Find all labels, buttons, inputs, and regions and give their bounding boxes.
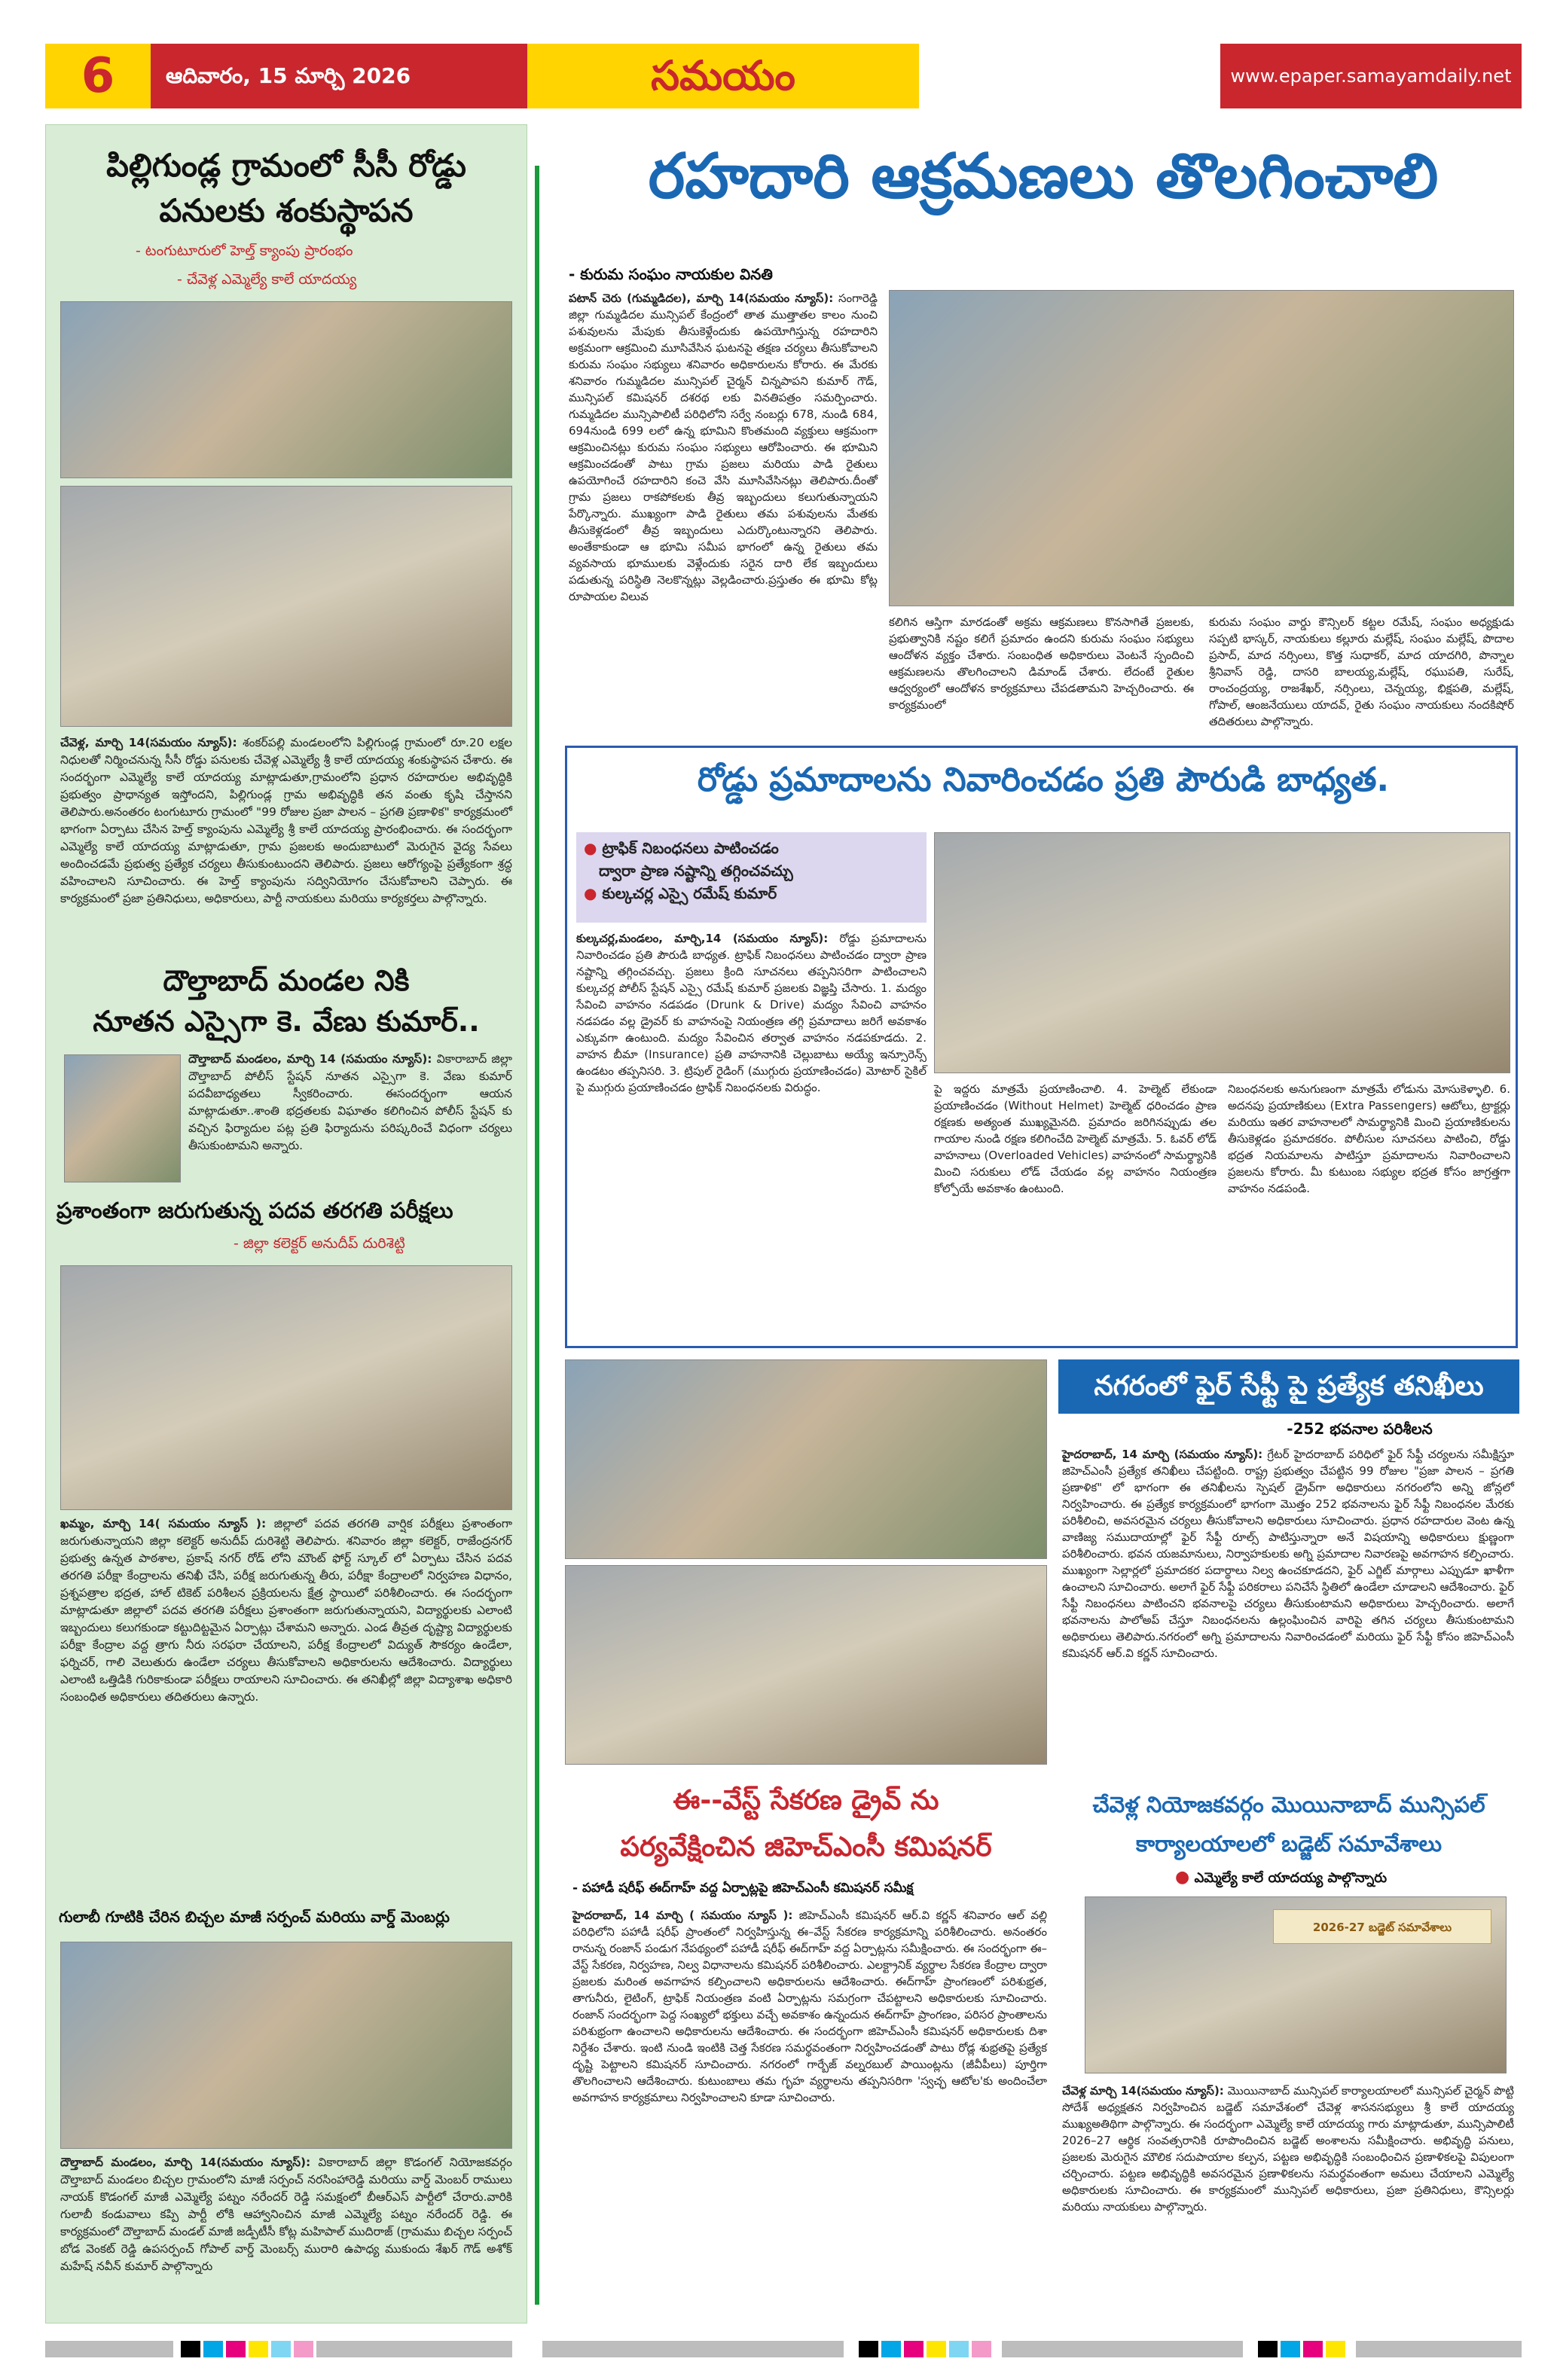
story2-headline-line1: దౌల్తాబాద్ మండల నికి xyxy=(163,964,410,997)
lead-body-left xyxy=(569,290,878,708)
story4-text: వికారాబాద్ జిల్లా కొడంగల్ నియోజకవర్గం దౌల్తాబాద్ మండలం బిచ్చల గ్రామంలోని మాజీ సర్పంచ్ నరసింహారెడ్డి మరియు వార్డ్ మెంబర్ రాములు నాయక్ కొడంగల్ మాజీ ఎమ్మెల్యే పట్నం నరేందర్ రెడ్డి సమక్షంలో బీఆర్ఎస్ పార్టీలో చేరారు.వారికి గులాబీ కండువాలు కప్పి పార్టీ లోకి ఆహ్వానించిన మాజీ ఎమ్మెల్యే పట్నం నరేందర్ రెడ్డి. ఈ కార్యక్రమంలో దౌల్తాబాద్ మండల్ మాజీ జడ్పీటీసీ కోట్ల మహిపాల్ ముదిరాజ్ (గ్రామము బిచ్చల సర్పంచ్ బోడ వెంకట్ రెడ్డి ఉపసర్పంచ్ గోపాల్ వార్డ్ మెంబర్స్ మురారి ఉపాధ్య ముకుందు శేఖర్ గౌడ్ అశోక్ మహేష్ నవీన్ కుమార్ పాల్గొన్నారు xyxy=(60,2156,512,2273)
story3-sub: - జిల్లా కలెక్టర్ అనుదీప్ దురిశెట్టి xyxy=(234,1235,405,1252)
story3-photo-exam xyxy=(60,1265,512,1510)
print-swatch-black xyxy=(1258,2341,1278,2357)
chevella-headline xyxy=(1058,1785,1519,1863)
fire-text: గ్రేటర్ హైదరాబాద్ పరిధిలో ఫైర్ సేఫ్టీ చర్యలను సమీక్షిస్తూ జిహెచ్ఎంసీ ప్రత్యేక తనిఖీలు చేపట్టింది. రాష్ట్ర ప్రభుత్వం చేపట్టిన 99 రోజుల "ప్రజా పాలన – ప్రగతి ప్రణాళిక" లో భాగంగా ఈ తనిఖీలను స్పెషల్ డ్రైవ్‌గా అధికారులు నగరంలోని అన్ని జోన్లలో నిర్వహించారు. ఈ ప్రత్యేక కార్యక్రమంలో భాగంగా మొత్తం 252 భవనాలను ఫైర్ సేఫ్టీ నిబంధనల మేరకు పరిశీలించి, అవసరమైన చర్యలు తీసుకోవాలని అధికారులు సూచించారు. ప్రధాన రహదారుల వెంట ఉన్న వాణిజ్య సముదాయాల్లో ఫైర్ సేఫ్టీ రూల్స్ పాటిస్తున్నారా అనే విషయాన్ని అధికారులు క్షుణ్ణంగా పరిశీలించారు. భవన యజమానులు, నిర్వాహకులకు అగ్ని ప్రమాదాల నివారణపై అవగాహన కల్పించారు. ముఖ్యంగా సెల్లార్లలో ప్రమాదకర పదార్థాలు నిల్వ ఉంచకూడదని, ఫైర్ ఎగ్జిట్ మార్గాలు ఎప్పుడూ ఖాళీగా ఉంచాలని సూచించారు. అలాగే ఫైర్ సేఫ్టీ పరికరాలు పనిచేసే స్థితిలో ఉండేలా చూడాలని ఆదేశించారు. ఫైర్ సేఫ్టీ నిబంధనలు పాటించని భవనాలపై చర్యలు తీసుకుంటామని అధికారులు హెచ్చరించారు. అలాగే భవనాలను పాలోఅప్ చేస్తూ నిబంధనలను ఉల్లంఘించిన వారిపై తగిన చర్యలు తీసుకుంటామని అధికారులు తెలిపారు.నగరంలో అగ్ని ప్రమాదాలను నివారించడంలో మరియు ఫైర్ సేఫ్టీ కోసం జిహెచ్ఎంసీ కమిషనర్ ఆర్.వి కర్ణన్ సూచించారు. xyxy=(1062,1448,1514,1660)
print-bar-grey xyxy=(542,2341,844,2357)
road-headline: రోడ్డు ప్రమాదాలను నివారించడం ప్రతి పౌరుడి బాధ్యత. xyxy=(697,761,1390,799)
story2-text: వికారాబాద్ జిల్లా దౌల్తాబాద్ పోలీస్ స్టేషన్ నూతన ఎస్సైగా కె. వేణు కుమార్ పదవీబాధ్యతలు స్వీకరించారు. ఈసందర్భంగా ఆయన మాట్లాడుతూ..శాంతి భద్రతలకు విఘాతం కలిగించిన పోలీస్ స్టేషన్ కు వచ్చిన ఫిర్యాదుల పట్ల ప్రతి ఫిర్యాదును పరిష్కరించే విధంగా చర్యలు తీసుకుంటామని అన్నారు. xyxy=(188,1052,512,1152)
lead-body-right: కురుమ సంఘం వార్డు కౌన్సిలర్ కట్టల రమేష్, సంఘం అధ్యక్షుడు సప్పటి భాస్కర్, నాయకులు కల్లూరు మల్లేష్, సంఘం మల్లేష్, పొదాల ప్రసాద్, మాద నర్సింలు, కొత్త సుధాకర్, మాద యాదగిరి, పొన్నాల శ్రీనివాస్ రెడ్డి, దాసరి బాలయ్య,మల్లేష్, రఘుపతి, సురేష్, రాంచంద్రయ్య, రాజశేఖర్, నర్సింలు, చెన్నయ్య, భిక్షపతి, మల్లేష్, గోపాల్, ఆంజనేయులు యాదవ్, రైతు సంఘం నాయకులు నందకిషోర్ తదితరులు పాల్గొన్నారు. xyxy=(1209,615,1514,728)
story4-photo-joining xyxy=(60,1942,512,2149)
story1-photo-foundation xyxy=(60,301,512,478)
story3-text: జిల్లాలో పదవ తరగతి వార్షిక పరీక్షలు ప్రశాంతంగా జరుగుతున్నాయని జిల్లా కలెక్టర్ అనుదీప్ దురిశెట్టి తెలిపారు. శనివారం జిల్లా కలెక్టర్, రాజేంద్రనగర్ ప్రభుత్వ ఉన్నత పాఠశాల, ప్రకాష్ నగర్ రోడ్ లోని మౌంట్ ఫోర్ట్ స్కూల్ లో ఏర్పాటు చేసిన పదవ తరగతి పరీక్షా కేంద్రాలను తనిఖీ చేసి, పరీక్ష జరుగుతున్న తీరు, పరీక్షా కేంద్రాలలో నిర్వహణ విధానం, ప్రశ్నపత్రాల భద్రత, హాల్ టికెట్ పరిశీలన ప్రక్రియలను క్షేత్ర స్థాయిలో పరిశీలించారు. ఈ సందర్భంగా మాట్లాడుతూ జిల్లాలో పదవ తరగతి పరీక్షలు ప్రశాంతంగా జరుగుతున్నాయని, విద్యార్థులకు ఎలాంటి ఇబ్బందులు కలుగకుండా కట్టుదిట్టమైన ఏర్పాట్లు చేశామని అన్నారు. ఎండ తీవ్రత దృష్ట్యా విద్యార్థులకు పరీక్షా కేంద్రాల వద్ద త్రాగు నీరు సరఫరా చేయాలని, పరీక్ష కేంద్రాలలో విద్యుత్ సౌకర్యం ఉండేలా, ఫర్నిచర్, గాలి వెలుతురు ఉండేలా చర్యలు తీసుకోవాలని అధికారులను ఆదేశించారు. విద్యార్థులు ఎలాంటి ఒత్తిడికి గురికాకుండా పరీక్షలు రాయాలని సూచించారు. ఈ తనిఖీల్లో జిల్లా విద్యాశాఖ అధికారి సంబంధిత అధికారులు తదితరులు ఉన్నారు. xyxy=(60,1517,513,1704)
story1-body xyxy=(60,734,512,953)
bullet-dot-icon: ● xyxy=(1175,1868,1190,1887)
road-bullet-2-text: కుల్కచర్ల ఎస్సై రమేష్ కుమార్ xyxy=(602,884,777,902)
story1-headline-line1: పిల్లిగుండ్ల గ్రామంలో సీసీ రోడ్డు xyxy=(106,147,466,184)
print-bar-grey xyxy=(1356,2341,1522,2357)
road-bullet-2 xyxy=(584,882,919,905)
road-text-left: రోడ్డు ప్రమాదాలను నివారించడం ప్రతి పౌరుడి బాధ్యత. ట్రాఫిక్ నిబంధనలు పాటించడం ద్వారా ప్రాణ నష్టాన్ని తగ్గించవచ్చు. ప్రజలు క్రింది సూచనలు తప్పనిసరిగా పాటించాలని కుల్కచర్ల పోలీస్ స్టేషన్ ఎస్సై రమేష్ కుమార్ ప్రజలకు విజ్ఞప్తి చేసారు. 1. మద్యం సేవించి వాహనం నడపడం (Drunk & Drive) మద్యం సేవించి వాహనం నడపడం వల్ల డ్రైవర్ కు వాహనంపై నియంత్రణ తగ్గి ప్రమాదాలు జరిగే అవకాశం ఎక్కువగా ఉంటుంది. మద్యం సేవించిన తర్వాత వాహనం నడపకూడదు. 2. వాహన బీమా (Insurance) ప్రతి వాహనానికి చెల్లుబాటు అయ్యే ఇన్సూరెన్స్ ఉండటం తప్పనిసరి. 3. ట్రిపుల్ రైడింగ్ (ముగ్గురు ప్రయాణించడం) మోటార్ సైకిల్ పై ముగ్గురు ప్రయాణించడం ట్రాఫిక్ నిబంధనలకు విరుద్ధం. xyxy=(576,932,927,1094)
road-bullet-1b: ద్వారా ప్రాణ నష్టాన్ని తగ్గించవచ్చు xyxy=(599,862,793,880)
story4-headline: గులాబీ గూటికి చేరిన బిచ్చల మాజీ సర్పంచ్ మరియు వార్డ్ మెంబర్లు xyxy=(59,1908,450,1926)
print-bar-grey xyxy=(45,2341,173,2357)
story1-sub2: - చేవెళ్ల ఎమ్మెల్యే కాలే యాదయ్య xyxy=(177,271,357,288)
story1-headline-line2: పనులకు శంకుస్థాపన xyxy=(159,192,414,229)
story1-headline xyxy=(53,143,520,233)
print-swatch-cyan xyxy=(1281,2341,1300,2357)
road-photo-checking xyxy=(934,832,1510,1073)
fire-dateline: హైదరాబాద్, 14 మార్చి (సమయం న్యూస్): xyxy=(1062,1448,1263,1461)
masthead-band xyxy=(527,44,919,108)
print-swatch-black xyxy=(859,2341,878,2357)
story1-sub1: - టంగుటూరులో హెల్త్ క్యాంపు ప్రారంభం xyxy=(136,243,353,259)
fire-body xyxy=(1062,1446,1514,1777)
road-bullet-1 xyxy=(584,837,919,859)
fire-headline: నగరంలో ఫైర్ సేఫ్టీ పై ప్రత్యేక తనిఖీలు xyxy=(1058,1359,1519,1414)
story2-dateline: దౌల్తాబాద్ మండలం, మార్చి 14 (సమయం న్యూస్): xyxy=(188,1052,432,1066)
story3-body xyxy=(60,1515,512,1899)
lead-text-left: సంగారెడ్డి జిల్లా గుమ్మడిదల మున్సిపల్ కేంద్రంలో తాత ముత్తాతల కాలం నుంచి పశువులను మేపుకు తీసుకెళ్లేందుకు ఉపయోగిస్తున్న రహదారిని అక్రమంగా ఆక్రమించి మూసివేసిన ఘటనపై తక్షణ చర్యలు తీసుకోవాలని కురుమ సంఘం సభ్యులు శనివారం అధికారులను కోరారు. ఈ మేరకు శనివారం గుమ్మడిదల మున్సిపల్ చైర్మన్ చిన్నపాపని కుమార్ గౌడ్, మున్సిపల్ కమిషనర్ దశరథ లకు వినతిపత్రం సమర్పించారు. గుమ్మడిదల మున్సిపాలిటీ పరిధిలోని సర్వే నంబర్లు 678, నుండి 684, 694నుండి 699 లలో ఉన్న భూమిని కొంతమంది వ్యక్తులు ఆక్రమంగా ఆక్రమించినట్లు కురుమ సంఘం సభ్యులు ఆరోపించారు. ఈ భూమిని ఆక్రమించడంతో పాటు గ్రామ ప్రజలు మరియు పాడి రైతులు ఉపయోగించే రహదారిని కంచె వేసి మూసివేసినట్లు తెలిపారు.దీంతో గ్రామ ప్రజలు రాకపోకలకు తీవ్ర ఇబ్బందులు కలుగుతున్నాయని పేర్కొన్నారు. ముఖ్యంగా పాడి రైతులు తమ పశువులను మేతకు తీసుకెళ్లడంలో తీవ్ర ఇబ్బందులు ఎదుర్కొంటున్నారని తెలిపారు. అంతేకాకుండా ఆ భూమి సమీప భాగంలో ఉన్న రైతులు తమ వ్యవసాయ భూములకు వెళ్లేందుకు సరైన దారి లేక ఇబ్బందులు పడుతున్న పరిస్థితి నెలకొన్నట్లు వెల్లడించారు.ప్రస్తుతం ఈ భూమి కోట్ల రూపాయల విలువ xyxy=(569,291,878,603)
chevella-photo-banner: 2026-27 బడ్జెట్ సమావేశాలు xyxy=(1273,1909,1491,1944)
print-swatch-lightcyan xyxy=(949,2341,969,2357)
story4-dateline: దౌల్తాబాద్ మండలం, మార్చి 14(సమయం న్యూస్): xyxy=(60,2156,311,2169)
print-swatch-lightmagenta xyxy=(294,2341,313,2357)
print-swatch-cyan xyxy=(881,2341,901,2357)
lead-headline: రహదారి ఆక్రమణలు తొలగించాలి xyxy=(648,141,1439,212)
lead-body-mid: కలిగిన ఆస్తిగా మారడంతో అక్రమ ఆక్రమణలు కొనసాగితే ప్రజలకు, ప్రభుత్వానికి నష్టం కలిగే ప్రమాదం ఉందని కురుమ సంఘం సభ్యులు ఆందోళన వ్యక్తం చేశారు. సంబంధిత అధికారులు వెంటనే స్పందించి ఆక్రమణలను తొలగించాలని డిమాండ్ చేశారు. లేదంటే రైతుల ఆధ్వర్యంలో ఆందోళన కార్యక్రమాలు చేపడతామని హెచ్చరించారు. ఈ కార్యక్రమంలో xyxy=(889,615,1194,712)
lead-photo-petition xyxy=(889,290,1514,606)
print-swatch-yellow xyxy=(1326,2341,1345,2357)
print-swatch-yellow xyxy=(249,2341,268,2357)
header-left-band xyxy=(45,44,557,108)
story4-body xyxy=(60,2154,512,2316)
ghmc-headline-line2: పర్యవేక్షించిన జిహెచ్ఎంసీ కమిషనర్ xyxy=(620,1832,992,1863)
ghmc-headline-line1: ఈ--వేస్ట్ సేకరణ డ్రైవ్ ను xyxy=(673,1785,939,1816)
ghmc-dateline: హైదరాబాద్, 14 మార్చి ( సమయం న్యూస్ ): xyxy=(572,1909,793,1922)
print-swatch-magenta xyxy=(226,2341,246,2357)
print-bar-grey xyxy=(1002,2341,1243,2357)
chevella-dateline: చేవెళ్ల మార్చి 14(సమయం న్యూస్): xyxy=(1062,2084,1224,2098)
lead-dateline: పటాన్ చెరు (గుమ్మడిదల), మార్చి 14(సమయం న్యూస్): xyxy=(569,291,834,305)
print-swatch-cyan xyxy=(203,2341,223,2357)
website-link[interactable]: www.epaper.samayamdaily.net xyxy=(1220,44,1522,108)
print-bar-grey xyxy=(316,2341,512,2357)
page-number: 6 xyxy=(45,44,151,108)
ghmc-headline xyxy=(565,1777,1047,1871)
masthead: సమయం xyxy=(651,52,795,99)
print-swatch-magenta xyxy=(904,2341,924,2357)
story3-dateline: ఖమ్మం, మార్చి 14( సమయం న్యూస్ ): xyxy=(60,1517,267,1530)
column-rule xyxy=(535,166,539,2305)
ghmc-text: జిహెచ్ఎంసీ కమిషనర్ ఆర్.వి కర్ణన్ శనివారం ఆల్ వల్లి పరిధిలోని పహాడీ షరీఫ్ ప్రాంతంలో నిర్వహిస్తున్న ఈ–వేస్ట్ సేకరణ కార్యక్రమాన్ని పరిశీలించారు. అనంతరం రానున్న రంజాన్ పండుగ నేపథ్యంలో పహాడీ షరీఫ్ ఈద్‌గాహ్ వద్ద ఏర్పాట్లను సమీక్షించారు. ఈ సందర్భంగా ఈ–వేస్ట్ సేకరణ, నిర్వహణ, నిల్వ విధానాలను కమిషనర్ పరిశీలించారు. ఎలక్ట్రానిక్ వ్యర్థాల సేకరణ కేంద్రాల ద్వారా ప్రజలకు మరింత అవగాహన కల్పించాలని అధికారులను ఆదేశించారు. ఈద్‌గాహ్ ప్రాంగణంలో పరిశుభ్రత, తాగునీరు, లైటింగ్, ట్రాఫిక్ నియంత్రణ వంటి ఏర్పాట్లను సమగ్రంగా చేపట్టాలని అధికారులకు సూచించారు. రంజాన్ సందర్భంగా పెద్ద సంఖ్యలో భక్తులు వచ్చే అవకాశం ఉన్నందున ఈద్‌గాహ్ ప్రాంగణం, పరిసర ప్రాంతాలను పరిశుభ్రంగా ఉంచాలని అధికారులను ఆదేశించారు. ఈ సందర్భంగా జిహెచ్ఎంసీ కమిషనర్ అధికారులకు దిశా నిర్దేశం చేశారు. ఇంటి నుండి ఇంటికి చెత్త సేకరణ సమర్థవంతంగా నిర్వహించడంతో పాటు రోడ్ల శుభ్రతపై ప్రత్యేక దృష్టి పెట్టాలని కమిషనర్ సూచించారు. నగరంలో గార్బేజ్ వల్నరబుల్ పాయింట్లను (జీవీపీలు) పూర్తిగా తొలగించాలని ఆదేశించారు. కుటుంబాలు తమ గృహ వ్యర్థాలను తప్పనిసరిగా 'స్వచ్ఛ ఆటోల'కు అందించేలా అవగాహన కార్యక్రమాలు నిర్వహించాలని కూడా సూచించారు. xyxy=(572,1909,1047,2104)
bullet-dot-icon: ● xyxy=(584,884,597,902)
chevella-body xyxy=(1062,2082,1514,2324)
story3-headline: ప్రశాంతంగా జరుగుతున్న పదవ తరగతి పరీక్షలు xyxy=(56,1198,453,1223)
issue-date: ఆదివారం, 15 మార్చి 2026 xyxy=(166,63,411,88)
chevella-text: మొయినాబాద్ మున్సిపల్ కార్యాలయాలలో మున్సిపల్ చైర్మన్ పొట్టి సోదేశ్ అధ్యక్షతన నిర్వహించిన బడ్జెట్ సమావేశంలో చేవెళ్ల శాసనసభ్యులు శ్రీ కాలే యాదయ్య ముఖ్యఅతిథిగా పాల్గొన్నారు. ఈ సందర్భంగా ఎమ్మెల్యే కాలే యాదయ్య గారు మాట్లాడుతూ, మున్సిపాలిటీ 2026–27 ఆర్థిక సంవత్సరానికి రూపొందించిన బడ్జెట్ అంశాలను సమీక్షించారు. అభివృద్ధి పనులు, ప్రజలకు మెరుగైన మౌలిక సదుపాయాల కల్పన, పట్టణ అభివృద్ధికి సంబంధించిన ప్రణాళికలపై విపులంగా చర్చించారు. పట్టణ అభివృద్ధికి అవసరమైన ప్రణాళికలను సమర్థవంతంగా అమలు చేయాలని ఎమ్మెల్యే అధికారులకు సూచించారు. ఈ కార్యక్రమంలో మున్సిపల్ అధికారులు, ప్రజా ప్రతినిధులు, కౌన్సిలర్లు మరియు నాయకులు పాల్గొన్నారు. xyxy=(1062,2084,1514,2214)
print-swatch-lightcyan xyxy=(271,2341,291,2357)
fire-sub: -252 భవనాల పరిశీలన xyxy=(1287,1420,1433,1438)
lead-sub: - కురుమ సంఘం నాయకుల వినతి xyxy=(569,265,773,283)
story2-body xyxy=(60,1051,512,1190)
story1-text: శంకర్‌పల్లి మండలంలోని పిల్లిగుండ్ల గ్రామంలో రూ.20 లక్షల నిధులతో నిర్మించనున్న సీసీ రోడ్డు పనులకు చేవెళ్ల ఎమ్మెల్యే శ్రీ కాలే యాదయ్య శంకుస్థాపన చేశారు. ఈ సందర్భంగా ఎమ్మెల్యే కాలే యాదయ్య మాట్లాడుతూ,గ్రామంలోని ప్రధాన రహదారుల అభివృద్ధికి ప్రభుత్వం ప్రాధాన్యత ఇస్తోందని, పిల్లిగుండ్ల గ్రామ అభివృద్ధికి తన వంతు కృషి చేస్తానని తెలిపారు.అనంతరం టంగుటూరు గ్రామంలో "99 రోజుల ప్రజా పాలన – ప్రగతి ప్రణాళిక" కార్యక్రమంలో భాగంగా ఏర్పాటు చేసిన హెల్త్ క్యాంపును ఎమ్మెల్యే శ్రీ కాలే యాదయ్య ప్రారంభించారు. ఈ సందర్భంగా ఎమ్మెల్యే కాలే యాదయ్య మాట్లాడుతూ, గ్రామ ప్రజలకు అందుబాటులో మెరుగైన వైద్య సేవలు అందించడమే ప్రభుత్వ ప్రత్యేక చర్యలు తీసుకుంటుందని తెలిపారు. ప్రజలు ఆరోగ్యంపై ప్రత్యేకంగా శ్రద్ధ వహించాలని సూచించారు. ఈ హెల్త్ క్యాంపును సద్వినియోగం చేసుకోవాలని చెప్పారు. ఈ కార్యక్రమంలో ప్రజా ప్రతినిధులు, అధికారులు, పార్టీ నాయకులు మరియు కార్యకర్తలు పాల్గొన్నారు. xyxy=(60,736,512,905)
story2-headline-line2: నూతన ఎస్సైగా కె. వేణు కుమార్.. xyxy=(93,1005,480,1038)
road-bullets xyxy=(576,832,927,923)
road-body-right: నిబంధనలకు అనుగుణంగా మాత్రమే లోడును మోసుకెళ్ళాలి. 6. అదనపు ప్రయాణికులు (Extra Passengers) ఆటోలు, ట్రాక్టర్లు మరియు ఇతర వాహనాలలో సామర్థ్యానికి మించి ప్రయాణికులను తీసుకెళ్లడం ప్రమాదకరం. పోలీసుల సూచనలు పాటించి, రోడ్డు భద్రత నియమాలను పాటిస్తూ ప్రమాదాలను నివారించాలని ప్రజలను కోరారు. మీ కుటుంబ సభ్యుల భద్రత కోసం జాగ్రత్తగా వాహనం నడపండి. xyxy=(1228,1082,1510,1195)
road-body-mid: పై ఇద్దరు మాత్రమే ప్రయాణించాలి. 4. హెల్మెట్ లేకుండా ప్రయాణించడం (Without Helmet) హెల్మెట్ ధరించడం ప్రాణ రక్షణకు అత్యంత ముఖ్యమైనది. ప్రమాదం జరిగినప్పుడు తల గాయాల నుండి రక్షణ కలిగించేది హెల్మెట్ మాత్రమే. 5. ఓవర్ లోడ్ వాహనాలు (Overloaded Vehicles) వాహనంలో సామర్థ్యానికి మించి సరుకులు లోడ్ చేయడం వల్ల వాహనం నియంత్రణ కోల్పోయే అవకాశం ఉంటుంది. xyxy=(934,1082,1217,1195)
ghmc-body xyxy=(572,1907,1047,2325)
print-swatch-black xyxy=(181,2341,200,2357)
story2-headline xyxy=(53,960,520,1042)
print-swatch-yellow xyxy=(927,2341,946,2357)
chevella-sub-text: ఎమ్మెల్యే కాలే యాదయ్య పాల్గొన్నారు xyxy=(1194,1870,1388,1886)
chevella-headline-line1: చేవెళ్ల నియోజకవర్గం మొయినాబాద్ మున్సిపల్ xyxy=(1092,1792,1485,1817)
ghmc-sub: - పహాడీ షరీఫ్ ఈద్‌గాహ్ వద్ద ఏర్పాట్లపై జిహెచ్ఎంసీ కమిషనర్ సమీక్ష xyxy=(572,1881,914,1896)
ghmc-photo-1 xyxy=(565,1359,1047,1559)
road-body-left xyxy=(576,930,927,1341)
road-dateline: కుల్కచర్ల,మండలం, మార్చి,14 (సమయం న్యూస్): xyxy=(576,932,829,945)
road-bullet-1a: ట్రాఫిక్ నిబంధనలు పాటించడం xyxy=(602,839,779,857)
print-swatch-lightmagenta xyxy=(972,2341,991,2357)
print-swatch-magenta xyxy=(1303,2341,1323,2357)
chevella-sub xyxy=(1175,1868,1514,1889)
ghmc-photo-2 xyxy=(565,1565,1047,1765)
story1-dateline: చేవెళ్ల, మార్చి 14(సమయం న్యూస్): xyxy=(60,736,237,749)
story1-photo-health-camp xyxy=(60,486,512,727)
bullet-dot-icon: ● xyxy=(584,839,597,857)
chevella-headline-line2: కార్యాలయాలలో బడ్జెట్ సమావేశాలు xyxy=(1135,1831,1443,1857)
